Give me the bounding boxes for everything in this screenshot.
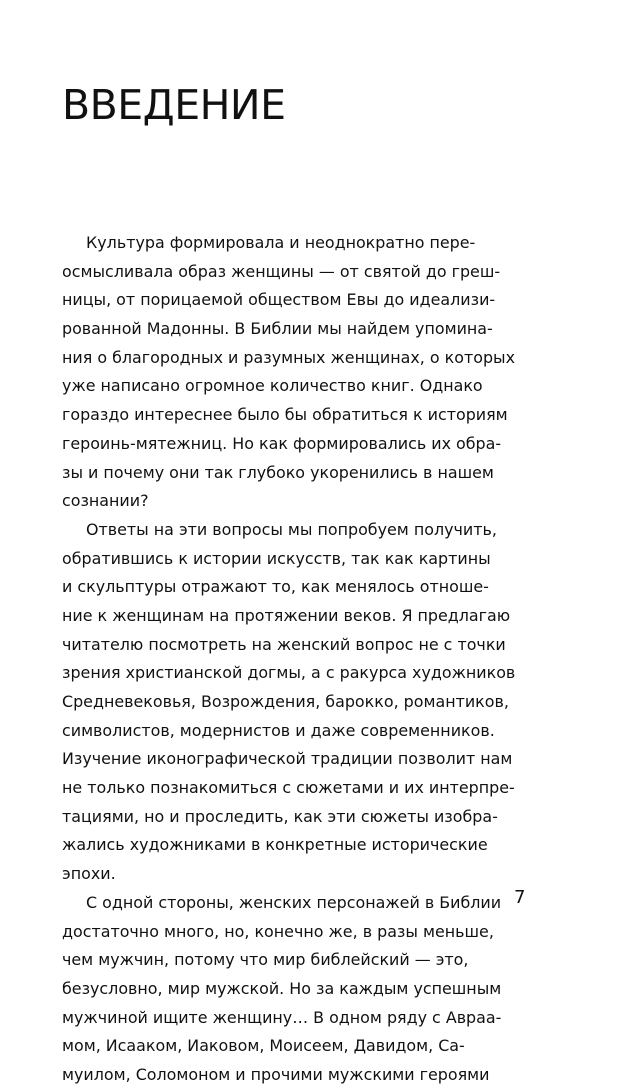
- text-line: сознании?: [62, 491, 149, 511]
- text-line: Культура формировала и неоднократно пере-: [86, 233, 476, 252]
- text-line: эпохи.: [62, 864, 116, 884]
- text-line: мужчиной ищите женщину… В одном ряду с Авраа-: [62, 1007, 502, 1027]
- text-line: гораздо интереснее было бы обратиться к историям: [62, 405, 508, 425]
- text-line: С одной стороны, женских персонажей в Библии: [86, 892, 502, 912]
- text-line: ние к женщинам на протяжении веков. Я предлагаю: [62, 605, 511, 625]
- body-text: [62, 229, 516, 1090]
- text-line: достаточно много, но, конечно же, в разы меньше,: [62, 921, 494, 941]
- text-line: Ответы на эти вопросы мы попробуем получить,: [86, 519, 497, 539]
- text-line: уже написано огромное количество книг. Однако: [62, 376, 483, 396]
- text-line: обратившись к истории искусств, так как картины: [62, 548, 491, 568]
- text-line: рованной Мадонны. В Библии мы найдем упомина-: [62, 319, 493, 339]
- paragraph-3: [62, 889, 502, 1090]
- text-line: чем мужчин, потому что мир библейский — это,: [62, 950, 469, 970]
- paragraph-1: [62, 229, 516, 516]
- text-line: Средневековья, Возрождения, барокко, романтиков,: [62, 692, 509, 711]
- text-line: читателю посмотреть на женский вопрос не с точки: [62, 634, 506, 654]
- text-line: осмысливала образ женщины — от святой до греш-: [62, 261, 501, 281]
- text-line: мом, Исааком, Иаковом, Моисеем, Давидом, Са-: [62, 1036, 465, 1056]
- chapter-title: ВВЕДЕНИЕ: [62, 81, 286, 129]
- text-line: безусловно, мир мужской. Но за каждым успешным: [62, 978, 502, 998]
- text-line: зы и почему они так глубоко укоренились в нашем: [62, 462, 494, 482]
- page-number: 7: [514, 887, 526, 908]
- text-line: тациями, но и проследить, как эти сюжеты изобра-: [62, 806, 498, 826]
- text-line: ния о благородных и разумных женщинах, о которых: [62, 347, 516, 367]
- text-line: не только познакомиться с сюжетами и их интерпре-: [62, 778, 515, 798]
- paragraph-2: [62, 516, 516, 889]
- text-line: Изучение иконографической традиции позволит нам: [62, 749, 513, 769]
- text-line: ницы, от порицаемой обществом Евы до идеализи-: [62, 290, 496, 310]
- text-line: героинь-мятежниц. Но как формировались их обра-: [62, 433, 502, 453]
- text-line: зрения христианской догмы, а с ракурса художников: [62, 663, 516, 683]
- text-line: жались художниками в конкретные исторические: [62, 835, 488, 855]
- text-line: символистов, модернистов и даже современников.: [62, 720, 495, 740]
- text-line: и скульптуры отражают то, как менялось отноше-: [62, 577, 489, 597]
- text-line: муилом, Соломоном и прочими мужскими героями: [62, 1064, 490, 1084]
